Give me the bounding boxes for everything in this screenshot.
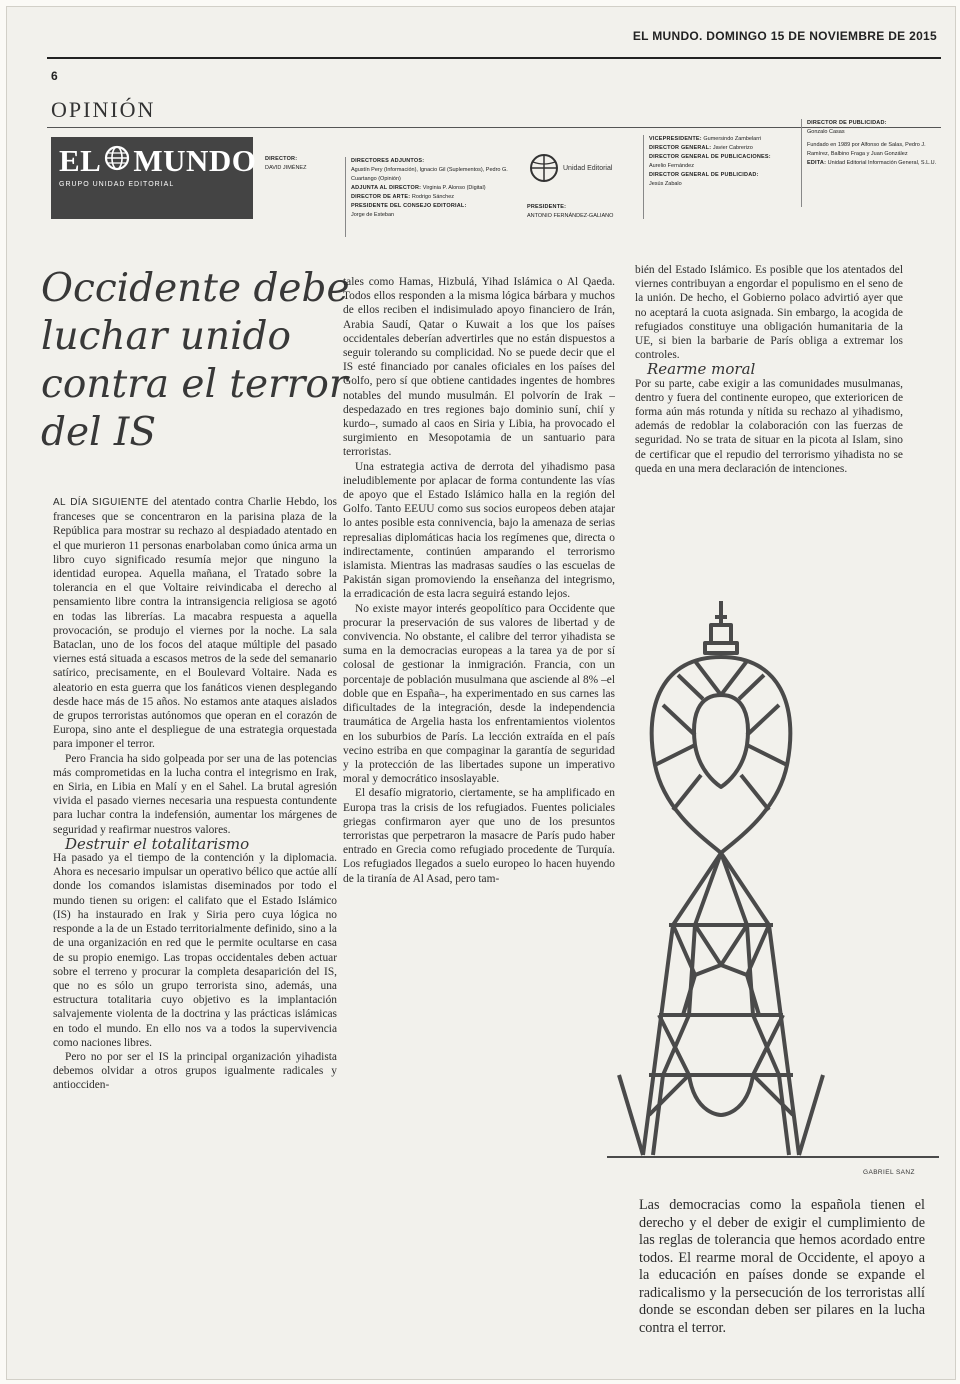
paragraph: Una estrategia activa de derrota del yihadismo pasa ineludiblemente por aplacar de forma contundente las vías de apoyo que el Estado Islámico halla en la región del Golfo. Tanto EEUU como sus socios europeos deben atajar lo antes posible esta connivencia, bajo la amenaza de serias represalias diplomáticas hacia los regímenes que, directa o indirectamente, continúen amparando el terrorismo islamista. Mientras las madrasas saudíes o las escuelas de Pakistán sigan promoviendo la enseñanza del integrismo, la erradicación de esta lacra seguirá estando lejos. [343, 460, 615, 601]
eiffel-tower-ribbon-illustration [603, 595, 949, 1175]
top-rule [47, 57, 941, 59]
article-column-3 [635, 263, 903, 476]
paragraph: Pero Francia ha sido golpeada por ser una de las potencias más comprometidas en la lucha contra el integrismo en Irak, en Siria, en Libia en Malí y en el Sahel. La brutal agresión vivida el pasado viernes necesaria una respuesta contundente para luchar contra la indefensión, aumentar los márgenes de seguridad y reafirmar nuestros valores. [53, 752, 337, 836]
globe-icon [104, 143, 130, 179]
lead-caps: AL DÍA SIGUIENTE [53, 497, 149, 508]
illustration-credit: GABRIEL SANZ [863, 1169, 915, 1176]
paragraph: Ha pasado ya el tiempo de la contención y la diplomacia. Ahora es necesario impulsar un operativo bélico que actúe allí donde los comandos islamistas diseminados por todo el mundo tienen su origen: el califato que el Estado Islámico (IS) ha instaurado en Irak y Siria pero cuya lógica no responde a la de un Estado territorialmente definido, sino a la de una organización en red que le permite ocultarse en casa de su propio enemigo. Las tropas occidentales deben actuar sobre el terreno y procurar la completa desaparición del IS, que no es sólo un grupo terrorista sino, además, una estructura totalitaria cuyo objetivo es la implantación salvajemente violenta de la doctrina y las prácticas islámicas en todo el mundo. En ello nos va a todos la supervivencia como naciones libres. [53, 852, 337, 1049]
staff-director: DIRECTOR: DAVID JIMÉNEZ [265, 156, 307, 171]
staff-direccion-general: VICEPRESIDENTE: Gumersindo Zambelarri DIRECTOR GENERAL: Javier Cabrerizo DIRECTOR GENERAL DE PUBLICACIONES: Aurelio Fernández DIRECTOR GENERAL DE PUBLICIDAD: Jesús Zabalo [649, 135, 799, 189]
logo-text-right: MUNDO [133, 143, 257, 178]
paragraph: bién del Estado Islámico. Es posible que los atentados del viernes contribuyan a engordar el populismo en el seno de la unión. De hecho, el Gobierno polaco advirtió ayer que no aceptará la cuota asignada. Sin embargo, la acogida de refugiados constituye una obligación humanitaria de la UE, si bien la barbarie de París obliga a extremar los controles. [635, 264, 903, 362]
ue-globe-icon [529, 153, 559, 183]
paragraph: AL DÍA SIGUIENTE del atentado contra Charlie Hebdo, los franceses que se concentraron en la parisina plaza de la República para mostrar su rechazo al despiadado atentado en el que murieron 11 personas enarbolaban como única arma un libro cuyo significado resumía mejor que ninguno la identidad europea. Aquella mañana, el Tratado sobre la tolerancia en el que Voltaire reivindicaba el derecho al pensamiento libre contra la intransigencia religiosa se agotó en todas las librerías. La macabra respuesta a aquella provocación, se produjo el viernes por la noche. La sala Bataclan, uno de los focos del ataque múltiple del pasado viernes está situada a escasos metros de la sede del semanario satírico, precisamente, en el Boulevard Voltaire. Nada es aleatorio en esta guerra que los fanáticos vienen desplegando desde hace más de 15 años. No estamos ante ataques aislados de grupos terroristas autónomos que operan en el corazón de Europa, sino ante el despliegue de una estrategia orquestada para imponer el terror. [53, 496, 337, 751]
paragraph: No existe mayor interés geopolítico para Occidente que procurar la preservación de sus valores de libertad y de convivencia. No obstante, el calibre del terror yihadista se suma en la democracias europeas a la tarea ya de por sí colosal de gestionar la inmigración. Francia, con un porcentaje de población musulmana que asciende al 8% –el doble que en España–, ha experimentado en sus carnes las dificultades de la integración, desde la independencia traumática de Argelia hasta los enfrentamientos violentos en los suburbios de París. La lección extraída en el país vecino estriba en que compaginar la garantía de seguridad y la protección de las libertades supone un imperativo moral y democrático insoslayable. [343, 602, 615, 786]
paragraph: tales como Hamas, Hizbulá, Yihad Islámica o Al Qaeda. Todos ellos responden a la misma lógica bárbara y muchos de ellos reciben el indisimulado apoyo financiero de Irán, Arabia Saudí, Qatar o Kuwait a los que los países occidentales deberían advertirles que no están dispuestos a seguir tolerando su complicidad. No se puede decir que el IS esté financiado por canales oficiales en los países del Golfo, pero sí que obtiene cantidades ingentes de hombres notables del mundo musulmán. El polvorín de Irak –despedazado en tres regiones bajo dominio suní, chií y kurdo–, sumado al caos en Siria y Libia, ha provocado el surgimiento en Mesopotamia de un santuario para terroristas. [343, 276, 615, 459]
article-column-2 [343, 275, 615, 886]
logo-text-left: EL [59, 143, 102, 178]
subhead-destruir: Destruir el totalitarismo [65, 834, 250, 853]
paragraph: El desafío migratorio, ciertamente, se ha amplificado en Europa tras la crisis de los refugiados. Fuentes policiales griegas confirmaron ayer que uno de los presuntos terroristas que perpetraron la masacre de París pudo haber entrado en Grecia como refugiado procedente de Turquía. Los refugiados llegados a suelo europeo lo hacen huyendo de la tiranía de Al Asad, pero tam- [343, 787, 615, 885]
staff-publicidad: DIRECTOR DE PUBLICIDAD: Gonzalo Casas Fundado en 1989 por Alfonso de Salas, Pedro J. Ramírez, Balbino Fraga y Juan González EDITA: Unidad Editorial Información General, S.L.U. [807, 119, 947, 168]
newspaper-page [6, 6, 956, 1380]
staff-adjuntos: DIRECTORES ADJUNTOS: Agustín Pery (Información), Ignacio Gil (Suplementos), Pedro G. Cuartango (Opinión) ADJUNTA AL DIRECTOR: Virginia P. Alonso (Digital) DIRECTOR DE ARTE: Rodrigo Sánchez PRESIDENTE DEL CONSEJO EDITORIAL: Jorge de Esteban [351, 157, 511, 220]
dateline: EL MUNDO. DOMINGO 15 DE NOVIEMBRE DE 2015 [632, 29, 937, 43]
logo-subtitle: GRUPO UNIDAD EDITORIAL [59, 181, 175, 188]
article-column-1 [53, 495, 337, 1093]
el-mundo-logo [51, 137, 257, 219]
closing-paragraph: Las democracias como la española tienen el derecho y el deber de exigir el cumplimiento de las reglas de tolerancia que hemos acordado entre todos. El rearme moral de Occidente, el apoyo a la educación en países donde se expande el radicalismo y la persecución de los terroristas allí donde se escondan deben ser pilares en la lucha contra el terror. [639, 1197, 925, 1336]
staff-presidente: PRESIDENTE: ANTONIO FERNÁNDEZ-GALIANO [527, 204, 614, 219]
section-title: OPINIÓN [51, 97, 156, 122]
paragraph: Pero no por ser el IS la principal organización yihadista debemos olvidar a otros grupos igualmente radicales y antiocciden- [53, 1050, 337, 1092]
subhead-rearme: Rearme moral [647, 360, 756, 379]
unidad-editorial-logo: Unidad Editorial [529, 153, 612, 183]
page-number: 6 [51, 69, 58, 83]
paragraph: Por su parte, cabe exigir a las comunidades musulmanas, dentro y fuera del continente europeo, que exterioricen de forma aún más rotunda y nítida su rechazo al yihadismo, además de redoblar la colaboración con las fuerzas de seguridad. No se trata de situar en la picota al Islam, sino de certificar que el repudio del terrorismo yihadista no se queda en una mera declaración de intenciones. [635, 377, 903, 475]
article-headline: Occidente debe luchar unido contra el terror del IS [41, 266, 350, 455]
